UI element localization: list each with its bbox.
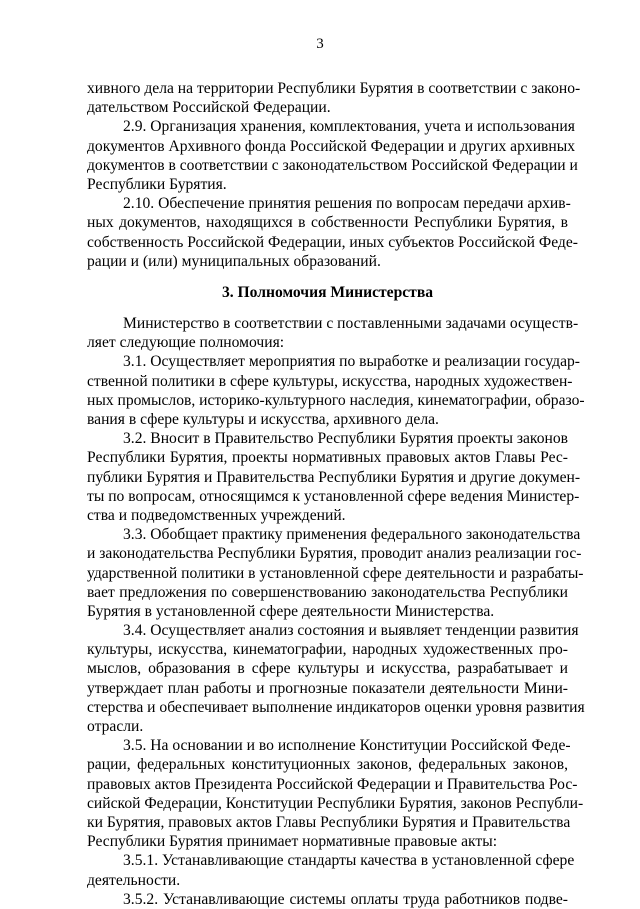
text-line: ударственной политики в установленной сфере деятельности и разрабаты- xyxy=(87,564,584,582)
text-line: ляет следующие полномочия: xyxy=(87,334,285,352)
text-line: документов Архивного фонда Российской Федерации и других архивных xyxy=(87,137,576,155)
text-line: дательством Российской Федерации. xyxy=(87,99,331,117)
text-line: 3.3. Обобщает практику применения федерального законодательства xyxy=(123,526,581,544)
paragraph xyxy=(87,117,578,194)
text-line: вает предложения по совершенствованию законодательства Республики xyxy=(87,583,568,601)
text-line: ки Бурятия, правовых актов Главы Республики Бурятия и Правительства xyxy=(87,813,571,831)
text-line: стерства и обеспечивает выполнение индикаторов оценки уровня развития xyxy=(87,698,585,716)
text-line: сийской Федерации, Конституции Республики Бурятия, законов Республи- xyxy=(87,794,584,812)
text-line: 3.5. На основании и во исполнение Конституции Российской Феде- xyxy=(123,737,571,755)
text-line: Республики Бурятия принимает нормативные правовые акты: xyxy=(87,833,498,851)
text-line: отрасли. xyxy=(87,718,144,735)
text-line: 3.5.1. Устанавливающие стандарты качества в установленной сфере xyxy=(123,852,575,870)
text-line: 3.2. Вносит в Правительство Республики Бурятия проекты законов xyxy=(123,430,568,448)
text-line: документов в соответствии с законодательством Российской Федерации и xyxy=(87,156,578,174)
text-line: 2.10. Обеспечение принятия решения по вопросам передачи архив- xyxy=(123,195,571,213)
paragraph xyxy=(87,736,584,851)
text-line: хивного дела на территории Республики Бурятия в соответствии с законо- xyxy=(87,80,581,97)
paragraph xyxy=(87,352,585,429)
paragraph xyxy=(87,314,579,352)
text-line: вания в сфере культуры и искусства, архивного дела. xyxy=(87,411,439,428)
paragraph xyxy=(87,525,584,621)
text-line: культуры, искусства, кинематографии, народных художественных про- xyxy=(87,641,568,659)
text-line: и законодательства Республики Бурятия, проводит анализ реализации гос- xyxy=(87,545,582,563)
document-body xyxy=(87,79,585,909)
paragraph xyxy=(87,851,575,889)
text-line: ственной политики в сфере культуры, искусства, народных художествен- xyxy=(87,372,573,390)
text-line: 3.4. Осуществляет анализ состояния и выявляет тенденции развития xyxy=(123,622,579,640)
paragraph xyxy=(87,429,581,525)
text-line: ты по вопросам, относящимся к установленной сфере ведения Министер- xyxy=(87,487,580,505)
text-line: Республики Бурятия, проекты нормативных правовых актов Главы Рес- xyxy=(87,449,568,467)
page-number: 3 xyxy=(316,36,324,52)
text-line: рации и (или) муниципальных образований. xyxy=(87,252,381,270)
text-line: Бурятия в установленной сфере деятельности Министерства. xyxy=(87,602,495,620)
text-line: ных промыслов, историко-культурного наследия, кинематографии, образо- xyxy=(87,391,585,409)
text-line: 3.1. Осуществляет мероприятия по выработке и реализации государ- xyxy=(123,353,580,371)
text-line: ных документов, находящихся в собственности Республики Бурятия, в xyxy=(87,214,568,232)
section-heading: 3. Полномочия Министерства xyxy=(221,283,434,301)
paragraph xyxy=(87,79,581,117)
text-line: деятельности. xyxy=(87,871,181,889)
text-line: Республики Бурятия. xyxy=(87,175,227,193)
text-line: собственность Российской Федерации, иных субъектов Российской Феде- xyxy=(87,233,578,251)
text-line: правовых актов Президента Российской Федерации и Правительства Рос- xyxy=(87,775,578,793)
text-line: ства и подведомственных учреждений. xyxy=(87,506,346,524)
paragraph xyxy=(87,621,585,736)
text-line: мыслов, образования в сфере культуры и искусства, разрабатывает и xyxy=(87,660,568,678)
paragraph xyxy=(87,890,568,909)
text-line: рации, федеральных конституционных законов, федеральных законов, xyxy=(87,756,568,774)
text-line: 3.5.2. Устанавливающие системы оплаты труда работников подве- xyxy=(123,890,568,908)
text-line: публики Бурятия и Правительства Республики Бурятия и другие докумен- xyxy=(87,468,581,486)
paragraph xyxy=(87,194,578,271)
text-line: 2.9. Организация хранения, комплектования, учета и использования xyxy=(123,118,575,136)
text-line: Министерство в соответствии с поставленными задачами осуществ- xyxy=(123,315,579,333)
text-line: утверждает план работы и прогнозные показатели деятельности Мини- xyxy=(87,679,568,697)
